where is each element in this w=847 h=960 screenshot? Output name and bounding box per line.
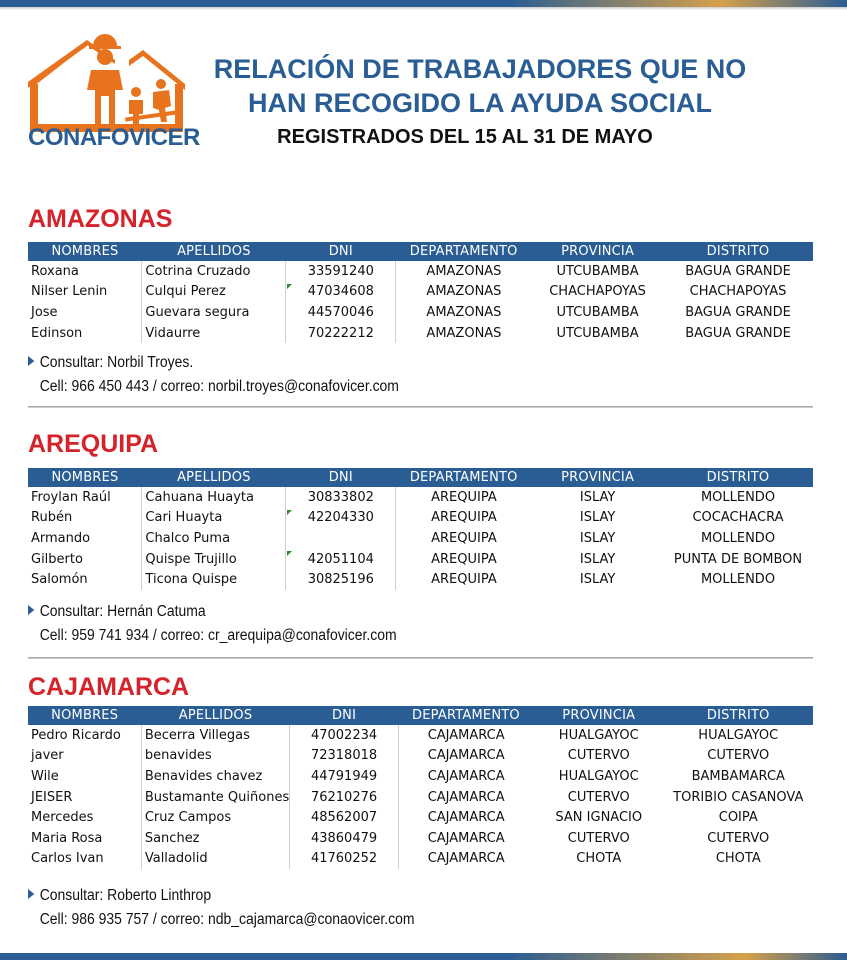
table-row xyxy=(28,261,813,282)
section-divider xyxy=(28,657,813,659)
cell-departamento: CAJAMARCA xyxy=(427,810,505,826)
cell-distrito: BAGUA GRANDE xyxy=(685,263,791,279)
cell-distrito: CHOTA xyxy=(715,851,761,867)
bullet-arrow-icon xyxy=(28,356,34,366)
cell-distrito: CUTERVO xyxy=(707,748,770,764)
cell-apellidos: Vidaurre xyxy=(142,323,286,344)
table-arequipa xyxy=(28,468,813,590)
cell-nombres: Carlos Ivan xyxy=(31,851,104,867)
cell-distrito: MOLLENDO xyxy=(700,489,776,505)
cell-departamento: AMAZONAS xyxy=(426,284,502,300)
contact-details: Cell: 986 935 757 / correo: ndb_cajamarca@conaovicer.com xyxy=(39,911,415,928)
cell-dni: 30833802 xyxy=(286,487,396,508)
cell-provincia: CUTERVO xyxy=(567,830,630,846)
contact-details: Cell: 959 741 934 / correo: cr_arequipa@conafovicer.com xyxy=(39,627,397,644)
table-row xyxy=(28,569,813,590)
cell-dni: 44791949 xyxy=(290,766,399,787)
table-row xyxy=(28,282,813,303)
cell-distrito: HUALGAYOC xyxy=(698,727,779,743)
cell-apellidos: Becerra Villegas xyxy=(141,725,289,746)
cell-dni: 30825196 xyxy=(286,569,396,590)
contact-block-amazonas xyxy=(28,351,399,399)
col-header-nombres: NOMBRES xyxy=(28,468,142,487)
cell-nombres: Wile xyxy=(31,768,59,784)
cell-departamento: AMAZONAS xyxy=(426,263,502,279)
cell-dni xyxy=(286,549,396,570)
cell-nombres: Jose xyxy=(31,304,58,320)
cell-provincia: SAN IGNACIO xyxy=(555,810,643,826)
cell-apellidos: Ticona Quispe xyxy=(142,569,286,590)
col-header-apellidos: APELLIDOS xyxy=(142,242,286,261)
col-header-distrito: DISTRITO xyxy=(664,706,812,725)
cell-apellidos: benavides xyxy=(141,746,289,767)
cell-distrito: COCACHACRA xyxy=(692,510,784,526)
logo-wordmark: CONAFOVICER xyxy=(28,124,200,151)
cell-provincia: ISLAY xyxy=(579,551,616,567)
region-title-cajamarca: CAJAMARCA xyxy=(28,673,190,701)
cell-dni xyxy=(286,508,396,529)
cell-departamento: CAJAMARCA xyxy=(427,748,505,764)
cell-provincia: CHACHAPOYAS xyxy=(549,284,646,300)
cell-dni: 70222212 xyxy=(286,323,396,344)
table-cajamarca xyxy=(28,706,813,869)
cell-nombres: JEISER xyxy=(31,789,73,805)
cell-dni xyxy=(286,282,396,303)
cell-distrito: BAMBAMARCA xyxy=(691,768,785,784)
region-title-arequipa: AREQUIPA xyxy=(28,430,159,458)
cell-nombres: Salomón xyxy=(31,572,88,588)
cell-distrito: CUTERVO xyxy=(707,830,770,846)
cell-provincia: UTCUBAMBA xyxy=(556,325,639,341)
cell-provincia: ISLAY xyxy=(579,530,616,546)
table-row xyxy=(28,828,813,849)
cell-apellidos: Guevara segura xyxy=(142,302,286,323)
table-header-row xyxy=(28,468,813,487)
cell-provincia: ISLAY xyxy=(579,572,616,588)
cell-apellidos: Bustamante Quiñones xyxy=(141,787,289,808)
cell-apellidos: Cahuana Huayta xyxy=(142,487,286,508)
cell-apellidos: Chalco Puma xyxy=(142,528,286,549)
cell-departamento: CAJAMARCA xyxy=(427,727,505,743)
cell-nombres: Edinson xyxy=(31,325,83,341)
col-header-departamento: DEPARTAMENTO xyxy=(396,242,532,261)
region-title-amazonas: AMAZONAS xyxy=(28,205,173,233)
bullet-arrow-icon xyxy=(28,605,34,615)
table-row xyxy=(28,487,813,508)
table-header-row xyxy=(28,242,813,261)
cell-provincia: HUALGAYOC xyxy=(558,768,639,784)
cell-distrito: PUNTA DE BOMBON xyxy=(673,551,803,567)
page-subtitle: REGISTRADOS DEL 15 AL 31 DE MAYO xyxy=(277,126,653,148)
col-header-departamento: DEPARTAMENTO xyxy=(396,468,532,487)
cell-nombres: Pedro Ricardo xyxy=(31,727,121,743)
cell-apellidos: Valladolid xyxy=(141,849,289,870)
contact-person: Consultar: Norbil Troyes. xyxy=(39,354,194,371)
cell-nombres: Roxana xyxy=(31,263,79,279)
col-header-dni: DNI xyxy=(290,706,399,725)
table-row xyxy=(28,302,813,323)
col-header-provincia: PROVINCIA xyxy=(533,706,664,725)
cell-provincia: CUTERVO xyxy=(567,789,630,805)
cell-dni-value: 47034608 xyxy=(307,284,374,300)
cell-dni: 72318018 xyxy=(290,746,399,767)
cell-dni xyxy=(286,528,396,549)
contact-block-cajamarca xyxy=(28,884,414,932)
cell-departamento: AMAZONAS xyxy=(426,325,502,341)
cell-dni-value: 42051104 xyxy=(307,551,374,567)
cell-departamento: AREQUIPA xyxy=(431,551,497,567)
contact-person: Consultar: Roberto Linthrop xyxy=(39,887,212,904)
cell-dni-value: 42204330 xyxy=(307,510,374,526)
col-header-nombres: NOMBRES xyxy=(28,242,142,261)
cell-provincia: HUALGAYOC xyxy=(558,727,639,743)
col-header-distrito: DISTRITO xyxy=(664,468,813,487)
page-title: RELACIÓN DE TRABAJADORES QUE NO HAN RECOGIDO LA AYUDA SOCIAL xyxy=(213,54,747,118)
cell-dni: 47002234 xyxy=(290,725,399,746)
table-row xyxy=(28,508,813,529)
table-row xyxy=(28,725,813,746)
cell-distrito: BAGUA GRANDE xyxy=(685,304,791,320)
table-amazonas xyxy=(28,242,813,343)
cell-distrito: CHACHAPOYAS xyxy=(689,284,787,300)
contact-details: Cell: 966 450 443 / correo: norbil.troyes@conafovicer.com xyxy=(39,378,399,395)
cell-nombres: javer xyxy=(31,748,64,764)
col-header-provincia: PROVINCIA xyxy=(532,468,664,487)
cell-apellidos: Cari Huayta xyxy=(142,508,286,529)
cell-apellidos: Cruz Campos xyxy=(141,807,289,828)
cell-nombres: Froylan Raúl xyxy=(31,489,111,505)
cell-nombres: Maria Rosa xyxy=(31,830,103,846)
cell-nombres: Nilser Lenin xyxy=(31,284,108,300)
top-accent-bar xyxy=(0,0,847,7)
cell-provincia: UTCUBAMBA xyxy=(556,304,639,320)
table-row xyxy=(28,849,813,870)
cell-departamento: CAJAMARCA xyxy=(427,830,505,846)
cell-provincia: UTCUBAMBA xyxy=(556,263,639,279)
table-row xyxy=(28,746,813,767)
cell-distrito: MOLLENDO xyxy=(700,572,776,588)
cell-dni: 76210276 xyxy=(290,787,399,808)
col-header-distrito: DISTRITO xyxy=(664,242,813,261)
cell-provincia: ISLAY xyxy=(579,489,616,505)
col-header-dni: DNI xyxy=(286,468,396,487)
cell-departamento: AREQUIPA xyxy=(431,572,497,588)
col-header-nombres: NOMBRES xyxy=(28,706,141,725)
cell-dni: 43860479 xyxy=(290,828,399,849)
table-row xyxy=(28,549,813,570)
cell-dni: 48562007 xyxy=(290,807,399,828)
cell-comment-marker xyxy=(287,284,292,289)
cell-departamento: AMAZONAS xyxy=(426,304,502,320)
cell-nombres: Mercedes xyxy=(31,810,94,826)
table-row xyxy=(28,323,813,344)
cell-apellidos: Cotrina Cruzado xyxy=(142,261,286,282)
col-header-provincia: PROVINCIA xyxy=(532,242,664,261)
cell-dni: 33591240 xyxy=(286,261,396,282)
col-header-dni: DNI xyxy=(286,242,396,261)
cell-comment-marker xyxy=(287,510,292,515)
col-header-departamento: DEPARTAMENTO xyxy=(398,706,533,725)
bullet-arrow-icon xyxy=(28,889,34,899)
cell-apellidos: Quispe Trujillo xyxy=(142,549,286,570)
cell-distrito: BAGUA GRANDE xyxy=(685,325,791,341)
cell-comment-marker xyxy=(287,551,292,556)
cell-distrito: MOLLENDO xyxy=(700,530,776,546)
cell-dni: 41760252 xyxy=(290,849,399,870)
cell-apellidos: Culqui Perez xyxy=(142,282,286,303)
section-divider xyxy=(28,406,813,408)
cell-provincia: CUTERVO xyxy=(567,748,630,764)
cell-nombres: Rubén xyxy=(31,510,73,526)
cell-apellidos: Benavides chavez xyxy=(141,766,289,787)
bottom-accent-bar xyxy=(0,953,847,960)
col-header-apellidos: APELLIDOS xyxy=(141,706,289,725)
contact-block-arequipa xyxy=(28,600,397,648)
cell-departamento: AREQUIPA xyxy=(431,530,497,546)
table-row xyxy=(28,787,813,808)
cell-nombres: Gilberto xyxy=(31,551,83,567)
cell-provincia: CHOTA xyxy=(576,851,622,867)
contact-person: Consultar: Hernán Catuma xyxy=(39,603,206,620)
cell-departamento: AREQUIPA xyxy=(431,489,497,505)
cell-dni: 44570046 xyxy=(286,302,396,323)
cell-distrito: COIPA xyxy=(718,810,758,826)
table-row xyxy=(28,528,813,549)
cell-departamento: CAJAMARCA xyxy=(427,768,505,784)
cell-apellidos: Sanchez xyxy=(141,828,289,849)
top-bar-shadow xyxy=(0,7,847,10)
cell-distrito: TORIBIO CASANOVA xyxy=(673,789,804,805)
cell-departamento: CAJAMARCA xyxy=(427,789,505,805)
cell-provincia: ISLAY xyxy=(579,510,616,526)
cell-nombres: Armando xyxy=(31,530,91,546)
table-row xyxy=(28,766,813,787)
table-row xyxy=(28,807,813,828)
col-header-apellidos: APELLIDOS xyxy=(142,468,286,487)
table-header-row xyxy=(28,706,813,725)
cell-departamento: AREQUIPA xyxy=(431,510,497,526)
cell-departamento: CAJAMARCA xyxy=(427,851,505,867)
